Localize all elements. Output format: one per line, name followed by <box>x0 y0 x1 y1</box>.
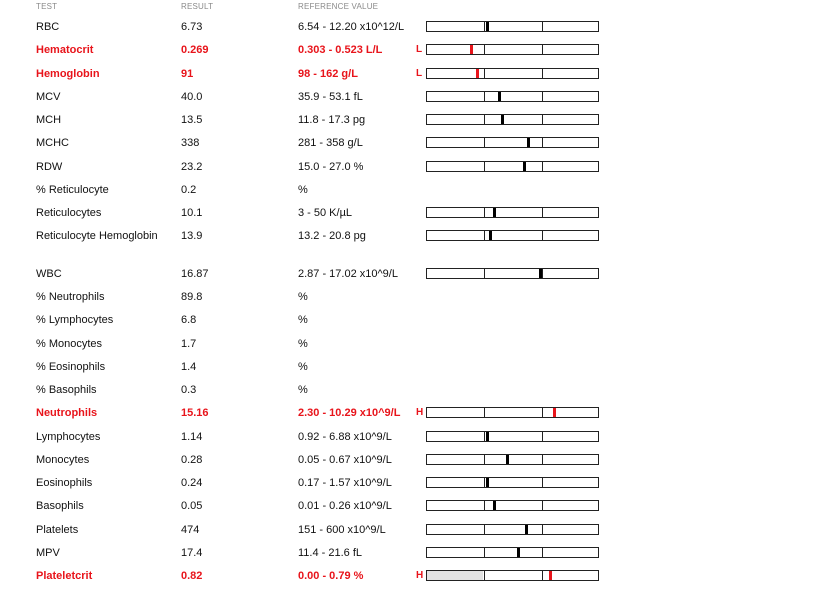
test-name: % Neutrophils <box>36 291 105 303</box>
reference-range: 6.54 - 12.20 x10^12/L <box>298 21 405 33</box>
gauge-shade <box>427 571 483 580</box>
result-row <box>0 499 819 519</box>
gauge-divider <box>542 208 543 217</box>
gauge-divider <box>542 408 543 417</box>
gauge-marker <box>476 69 479 78</box>
range-gauge <box>426 114 599 125</box>
result-row <box>0 383 819 403</box>
result-value: 89.8 <box>181 291 203 303</box>
gauge-marker <box>493 501 496 510</box>
gauge-divider <box>484 269 485 278</box>
result-row <box>0 90 819 110</box>
gauge-divider <box>484 408 485 417</box>
gauge-marker <box>553 408 556 417</box>
result-row <box>0 546 819 566</box>
result-row <box>0 20 819 40</box>
result-value: 40.0 <box>181 91 203 103</box>
result-value: 0.28 <box>181 454 203 466</box>
test-name: WBC <box>36 268 62 280</box>
gauge-divider <box>542 478 543 487</box>
reference-range: 0.05 - 0.67 x10^9/L <box>298 454 392 466</box>
result-value: 1.4 <box>181 361 197 373</box>
gauge-divider <box>542 455 543 464</box>
test-name: Eosinophils <box>36 477 93 489</box>
test-name: MCHC <box>36 137 69 149</box>
gauge-marker <box>549 571 552 580</box>
gauge-marker <box>486 432 489 441</box>
reference-range: 11.4 - 21.6 fL <box>298 547 363 559</box>
test-name: Plateletcrit <box>36 570 93 582</box>
result-value: 0.3 <box>181 384 197 396</box>
test-name: Neutrophils <box>36 407 98 419</box>
test-name: % Monocytes <box>36 338 103 350</box>
gauge-marker <box>489 231 492 240</box>
test-name: % Basophils <box>36 384 97 396</box>
result-value: 6.8 <box>181 314 197 326</box>
result-row <box>0 67 819 87</box>
result-row <box>0 523 819 543</box>
test-name: RDW <box>36 161 63 173</box>
gauge-marker <box>498 92 501 101</box>
range-gauge <box>426 524 599 535</box>
range-gauge <box>426 21 599 32</box>
reference-range: 151 - 600 x10^9/L <box>298 524 386 536</box>
gauge-divider <box>484 22 485 31</box>
test-name: Lymphocytes <box>36 431 101 443</box>
result-value: 1.14 <box>181 431 203 443</box>
range-gauge <box>426 500 599 511</box>
column-header-reference: REFERENCE VALUE <box>298 2 379 11</box>
range-gauge <box>426 268 599 279</box>
result-value: 0.82 <box>181 570 203 582</box>
gauge-divider <box>542 22 543 31</box>
gauge-divider <box>484 162 485 171</box>
abnormal-flag: H <box>416 407 424 418</box>
gauge-divider <box>542 269 543 278</box>
reference-range: 0.01 - 0.26 x10^9/L <box>298 500 392 512</box>
reference-range: 0.00 - 0.79 % <box>298 570 364 582</box>
result-row <box>0 267 819 287</box>
reference-range: % <box>298 184 308 196</box>
result-row <box>0 569 819 589</box>
range-gauge <box>426 91 599 102</box>
result-value: 6.73 <box>181 21 203 33</box>
result-row <box>0 160 819 180</box>
reference-range: 0.303 - 0.523 L/L <box>298 44 383 56</box>
gauge-divider <box>542 92 543 101</box>
test-name: RBC <box>36 21 60 33</box>
gauge-divider <box>484 548 485 557</box>
test-name: Hematocrit <box>36 44 94 56</box>
column-header-test: TEST <box>36 2 58 11</box>
test-name: MPV <box>36 547 60 559</box>
gauge-divider <box>542 231 543 240</box>
gauge-divider <box>484 208 485 217</box>
result-row <box>0 476 819 496</box>
gauge-marker <box>523 162 526 171</box>
reference-range: 98 - 162 g/L <box>298 68 358 80</box>
abnormal-flag: L <box>416 68 423 79</box>
gauge-divider <box>484 69 485 78</box>
gauge-marker <box>506 455 509 464</box>
gauge-divider <box>484 45 485 54</box>
range-gauge <box>426 44 599 55</box>
result-row <box>0 183 819 203</box>
result-row <box>0 406 819 426</box>
range-gauge <box>426 547 599 558</box>
test-name: Reticulocytes <box>36 207 102 219</box>
result-value: 23.2 <box>181 161 203 173</box>
range-gauge <box>426 207 599 218</box>
range-gauge <box>426 230 599 241</box>
gauge-marker <box>493 208 496 217</box>
result-value: 0.269 <box>181 44 209 56</box>
gauge-divider <box>542 548 543 557</box>
range-gauge <box>426 68 599 79</box>
range-gauge <box>426 407 599 418</box>
reference-range: % <box>298 314 308 326</box>
result-row <box>0 430 819 450</box>
result-value: 474 <box>181 524 200 536</box>
gauge-marker <box>486 22 489 31</box>
gauge-divider <box>484 92 485 101</box>
reference-range: % <box>298 384 308 396</box>
reference-range: 3 - 50 K/µL <box>298 207 353 219</box>
test-name: Monocytes <box>36 454 90 466</box>
result-row <box>0 113 819 133</box>
reference-range: 0.17 - 1.57 x10^9/L <box>298 477 392 489</box>
gauge-divider <box>542 501 543 510</box>
gauge-marker <box>539 269 542 278</box>
test-name: Platelets <box>36 524 79 536</box>
result-row <box>0 360 819 380</box>
abnormal-flag: H <box>416 570 424 581</box>
range-gauge <box>426 137 599 148</box>
result-value: 91 <box>181 68 194 80</box>
reference-range: 0.92 - 6.88 x10^9/L <box>298 431 392 443</box>
test-name: % Eosinophils <box>36 361 106 373</box>
result-value: 0.2 <box>181 184 197 196</box>
reference-range: 11.8 - 17.3 pg <box>298 114 366 126</box>
range-gauge <box>426 570 599 581</box>
gauge-divider <box>484 455 485 464</box>
gauge-divider <box>484 571 485 580</box>
reference-range: % <box>298 291 308 303</box>
reference-range: % <box>298 338 308 350</box>
gauge-divider <box>542 138 543 147</box>
reference-range: 2.87 - 17.02 x10^9/L <box>298 268 398 280</box>
gauge-marker <box>470 45 473 54</box>
test-name: % Reticulocyte <box>36 184 109 196</box>
gauge-divider <box>542 571 543 580</box>
gauge-divider <box>542 525 543 534</box>
range-gauge <box>426 454 599 465</box>
test-name: MCH <box>36 114 62 126</box>
gauge-divider <box>542 45 543 54</box>
result-row <box>0 290 819 310</box>
gauge-divider <box>484 501 485 510</box>
reference-range: 13.2 - 20.8 pg <box>298 230 366 242</box>
reference-range: 281 - 358 g/L <box>298 137 363 149</box>
result-row <box>0 43 819 63</box>
result-row <box>0 337 819 357</box>
column-header-result: RESULT <box>181 2 214 11</box>
reference-range: 15.0 - 27.0 % <box>298 161 364 173</box>
reference-range: 35.9 - 53.1 fL <box>298 91 363 103</box>
test-name: % Lymphocytes <box>36 314 114 326</box>
result-value: 16.87 <box>181 268 209 280</box>
result-value: 13.5 <box>181 114 203 126</box>
result-value: 338 <box>181 137 200 149</box>
result-value: 1.7 <box>181 338 197 350</box>
gauge-divider <box>484 432 485 441</box>
test-name: MCV <box>36 91 61 103</box>
range-gauge <box>426 431 599 442</box>
result-row <box>0 453 819 473</box>
result-row <box>0 136 819 156</box>
test-name: Reticulocyte Hemoglobin <box>36 230 158 242</box>
gauge-divider <box>484 478 485 487</box>
result-value: 0.24 <box>181 477 203 489</box>
gauge-divider <box>484 115 485 124</box>
test-name: Basophils <box>36 500 84 512</box>
gauge-marker <box>517 548 520 557</box>
gauge-divider <box>542 115 543 124</box>
reference-range: 2.30 - 10.29 x10^9/L <box>298 407 401 419</box>
range-gauge <box>426 477 599 488</box>
gauge-marker <box>501 115 504 124</box>
result-row <box>0 206 819 226</box>
abnormal-flag: L <box>416 44 423 55</box>
gauge-marker <box>525 525 528 534</box>
result-value: 10.1 <box>181 207 203 219</box>
gauge-marker <box>527 138 530 147</box>
range-gauge <box>426 161 599 172</box>
gauge-marker <box>486 478 489 487</box>
result-value: 15.16 <box>181 407 209 419</box>
gauge-divider <box>484 138 485 147</box>
gauge-divider <box>542 162 543 171</box>
result-value: 13.9 <box>181 230 203 242</box>
gauge-divider <box>542 69 543 78</box>
result-value: 0.05 <box>181 500 203 512</box>
gauge-divider <box>542 432 543 441</box>
result-value: 17.4 <box>181 547 203 559</box>
gauge-divider <box>484 231 485 240</box>
reference-range: % <box>298 361 308 373</box>
gauge-divider <box>484 525 485 534</box>
result-row <box>0 229 819 249</box>
test-name: Hemoglobin <box>36 68 100 80</box>
result-row <box>0 313 819 333</box>
